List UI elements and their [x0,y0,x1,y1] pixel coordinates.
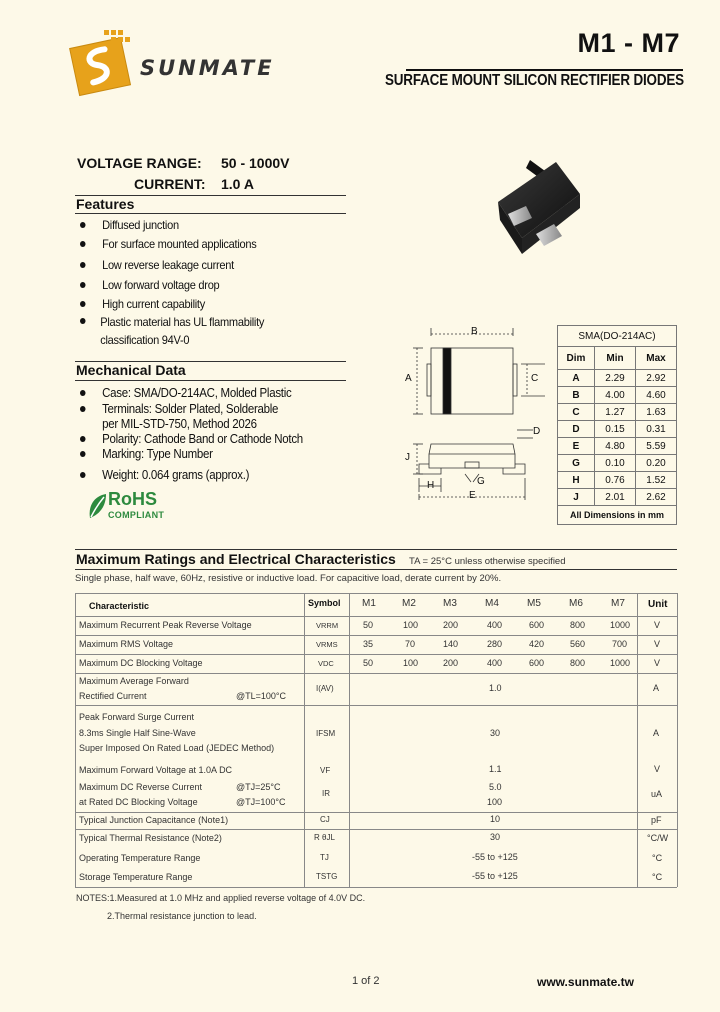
row-value-vdc: 400 [487,658,503,668]
row-value-ifsm: 30 [490,728,501,738]
list-item: Weight: 0.064 grams (approx.) [80,468,249,482]
row-label-cj: Typical Junction Capacitance (Note1) [79,815,229,825]
dim-label-a: A [405,373,412,384]
dim-label-g: G [477,476,485,487]
rohs-subtitle: COMPLIANT [108,510,165,520]
list-item: For surface mounted applications [80,237,256,251]
row-label-iav: Maximum Average Forward [79,676,189,686]
brand-name: SUNMATE [140,56,275,80]
row-value-vrms: 560 [570,639,586,649]
row-label-tj: Operating Temperature Range [79,853,201,863]
row-value-tj: -55 to +125 [472,852,518,862]
row-label-vdc: Maximum DC Blocking Voltage [79,658,203,668]
row-symbol-vrms: VRMS [316,640,338,649]
component-photo [490,150,590,270]
table-row: C 1.27 1.63 [558,404,677,421]
col-header-m4: M4 [485,598,499,609]
row-value-cj: 10 [490,814,501,824]
list-item: classification 94V-0 [100,333,190,347]
dim-label-b: B [471,326,478,337]
row-label-vrrm: Maximum Recurrent Peak Reverse Voltage [79,620,252,630]
row-label-iav: Rectified Current [79,691,147,701]
col-header-unit: Unit [648,599,668,610]
row-symbol-ifsm: IFSM [316,729,336,738]
row-unit-vf: V [654,764,661,774]
list-item: High current capability [80,297,205,311]
ratings-note-line: Single phase, half wave, 60Hz, resistive or inductive load. For capacitive load, derate current by 20%. [75,573,502,584]
row-unit-vrms: V [654,639,661,649]
dim-table-title: SMA(DO-214AC) [558,326,677,347]
current-value: 1.0 A [221,176,254,192]
note-1: NOTES:1.Measured at 1.0 MHz and applied reverse voltage of 4.0V DC. [76,893,366,903]
row-unit-vdc: V [654,658,661,668]
features-title: Features [76,196,135,212]
dim-table-footer: All Dimensions in mm [558,506,677,525]
row-value-vrms: 280 [487,639,503,649]
row-value-vrms: 420 [529,639,545,649]
row-unit-tj: °C [652,853,663,863]
row-value-vrms: 70 [405,639,416,649]
row-symbol-rth: R θJL [314,833,335,842]
row-value-vrrm: 1000 [610,620,631,630]
list-item: per MIL-STD-750, Method 2026 [102,417,257,431]
dim-header: Max [636,347,677,370]
dim-label-d: D [533,426,541,437]
dimensions-table [557,325,677,525]
part-number: M1 - M7 [577,28,680,58]
row-unit-ir: uA [651,789,663,799]
row-value-vrms: 140 [443,639,459,649]
table-row: B 4.00 4.60 [558,387,677,404]
row-cond-iav: @TL=100°C [236,691,287,701]
document-subtitle: SURFACE MOUNT SILICON RECTIFIER DIODES [384,72,684,89]
row-value-vrrm: 400 [487,620,503,630]
row-value-vrrm: 800 [570,620,586,630]
row-cond-ir: @TJ=100°C [236,797,286,807]
row-unit-ifsm: A [653,728,660,738]
row-label-rth: Typical Thermal Resistance (Note2) [79,833,222,843]
row-value-ir: 5.0 [489,782,502,792]
row-unit-vrrm: V [654,620,661,630]
row-label-ifsm: Peak Forward Surge Current [79,712,195,722]
website-link[interactable]: www.sunmate.tw [537,975,634,989]
row-value-vdc: 800 [570,658,586,668]
row-label-ifsm: 8.3ms Single Half Sine-Wave [79,728,196,738]
ratings-title: Maximum Ratings and Electrical Characteristics [76,551,396,567]
row-label-vf: Maximum Forward Voltage at 1.0A DC [79,765,233,775]
table-row: H 0.76 1.52 [558,472,677,489]
row-symbol-tstg: TSTG [316,872,338,881]
list-item: Terminals: Solder Plated, Solderable [80,402,278,416]
voltage-range-value: 50 - 1000V [221,155,290,171]
ratings-condition: TA = 25°C unless otherwise specified [409,556,566,567]
table-row: E 4.80 5.59 [558,438,677,455]
col-header-m6: M6 [569,598,583,609]
row-value-vrrm: 200 [443,620,459,630]
voltage-range-label: VOLTAGE RANGE: [77,155,202,171]
dim-header: Dim [558,347,595,370]
dim-header: Min [595,347,636,370]
row-symbol-iav: I(AV) [316,684,334,693]
row-unit-tstg: °C [652,872,663,882]
list-item: Low reverse leakage current [80,258,234,272]
col-header-symbol: Symbol [308,598,341,608]
row-label-ir: at Rated DC Blocking Voltage [79,797,198,807]
rohs-leaf-icon [86,492,108,525]
col-header-m7: M7 [611,598,625,609]
row-value-vrms: 700 [612,639,628,649]
row-label-vrms: Maximum RMS Voltage [79,639,174,649]
dim-label-e: E [469,490,476,501]
list-item: Case: SMA/DO-214AC, Molded Plastic [80,386,291,400]
row-unit-cj: pF [651,815,662,825]
row-symbol-cj: CJ [320,815,330,824]
col-header-m1: M1 [362,598,376,609]
row-value-vrrm: 50 [363,620,374,630]
row-value-vdc: 200 [443,658,459,668]
col-header-m3: M3 [443,598,457,609]
row-symbol-vdc: VDC [318,659,334,668]
current-label: CURRENT: [134,176,206,192]
row-label-ifsm: Super Imposed On Rated Load (JEDEC Method) [79,743,275,753]
rohs-title: RoHS [108,489,157,509]
table-row: D 0.15 0.31 [558,421,677,438]
row-symbol-vrrm: VRRM [316,621,339,630]
row-unit-iav: A [653,683,660,693]
row-value-ir: 100 [487,797,503,807]
dim-label-j: J [405,452,410,463]
list-item: Marking: Type Number [80,447,213,461]
row-value-rth: 30 [490,832,501,842]
list-item: Polarity: Cathode Band or Cathode Notch [80,432,303,446]
row-symbol-ir: IR [322,789,330,798]
package-outline-drawing [405,326,555,526]
col-header-m5: M5 [527,598,541,609]
brand-logo [68,28,138,98]
list-item: Low forward voltage drop [80,278,219,292]
row-unit-rth: °C/W [647,833,669,843]
row-value-vdc: 600 [529,658,545,668]
col-header-m2: M2 [402,598,416,609]
row-label-tstg: Storage Temperature Range [79,872,193,882]
list-item: Diffused junction [80,218,179,232]
row-value-tstg: -55 to +125 [472,871,518,881]
row-symbol-tj: TJ [320,853,329,862]
row-cond-ir: @TJ=25°C [236,782,281,792]
dim-label-h: H [427,480,435,491]
row-value-vdc: 50 [363,658,374,668]
table-row: G 0.10 0.20 [558,455,677,472]
mechanical-title: Mechanical Data [76,362,186,378]
table-row: A 2.29 2.92 [558,370,677,387]
row-value-iav: 1.0 [489,683,502,693]
row-value-vf: 1.1 [489,764,502,774]
note-2: 2.Thermal resistance junction to lead. [107,911,257,921]
table-row: J 2.01 2.62 [558,489,677,506]
row-value-vrms: 35 [363,639,374,649]
row-value-vrrm: 100 [403,620,419,630]
col-header-characteristic: Characteristic [89,601,150,611]
row-value-vdc: 100 [403,658,419,668]
list-item: Plastic material has UL flammability [80,315,264,329]
row-value-vrrm: 600 [529,620,545,630]
dim-label-c: C [531,373,539,384]
row-label-ir: Maximum DC Reverse Current [79,782,203,792]
row-value-vdc: 1000 [610,658,631,668]
row-symbol-vf: VF [320,766,331,775]
page-number: 1 of 2 [352,975,380,987]
